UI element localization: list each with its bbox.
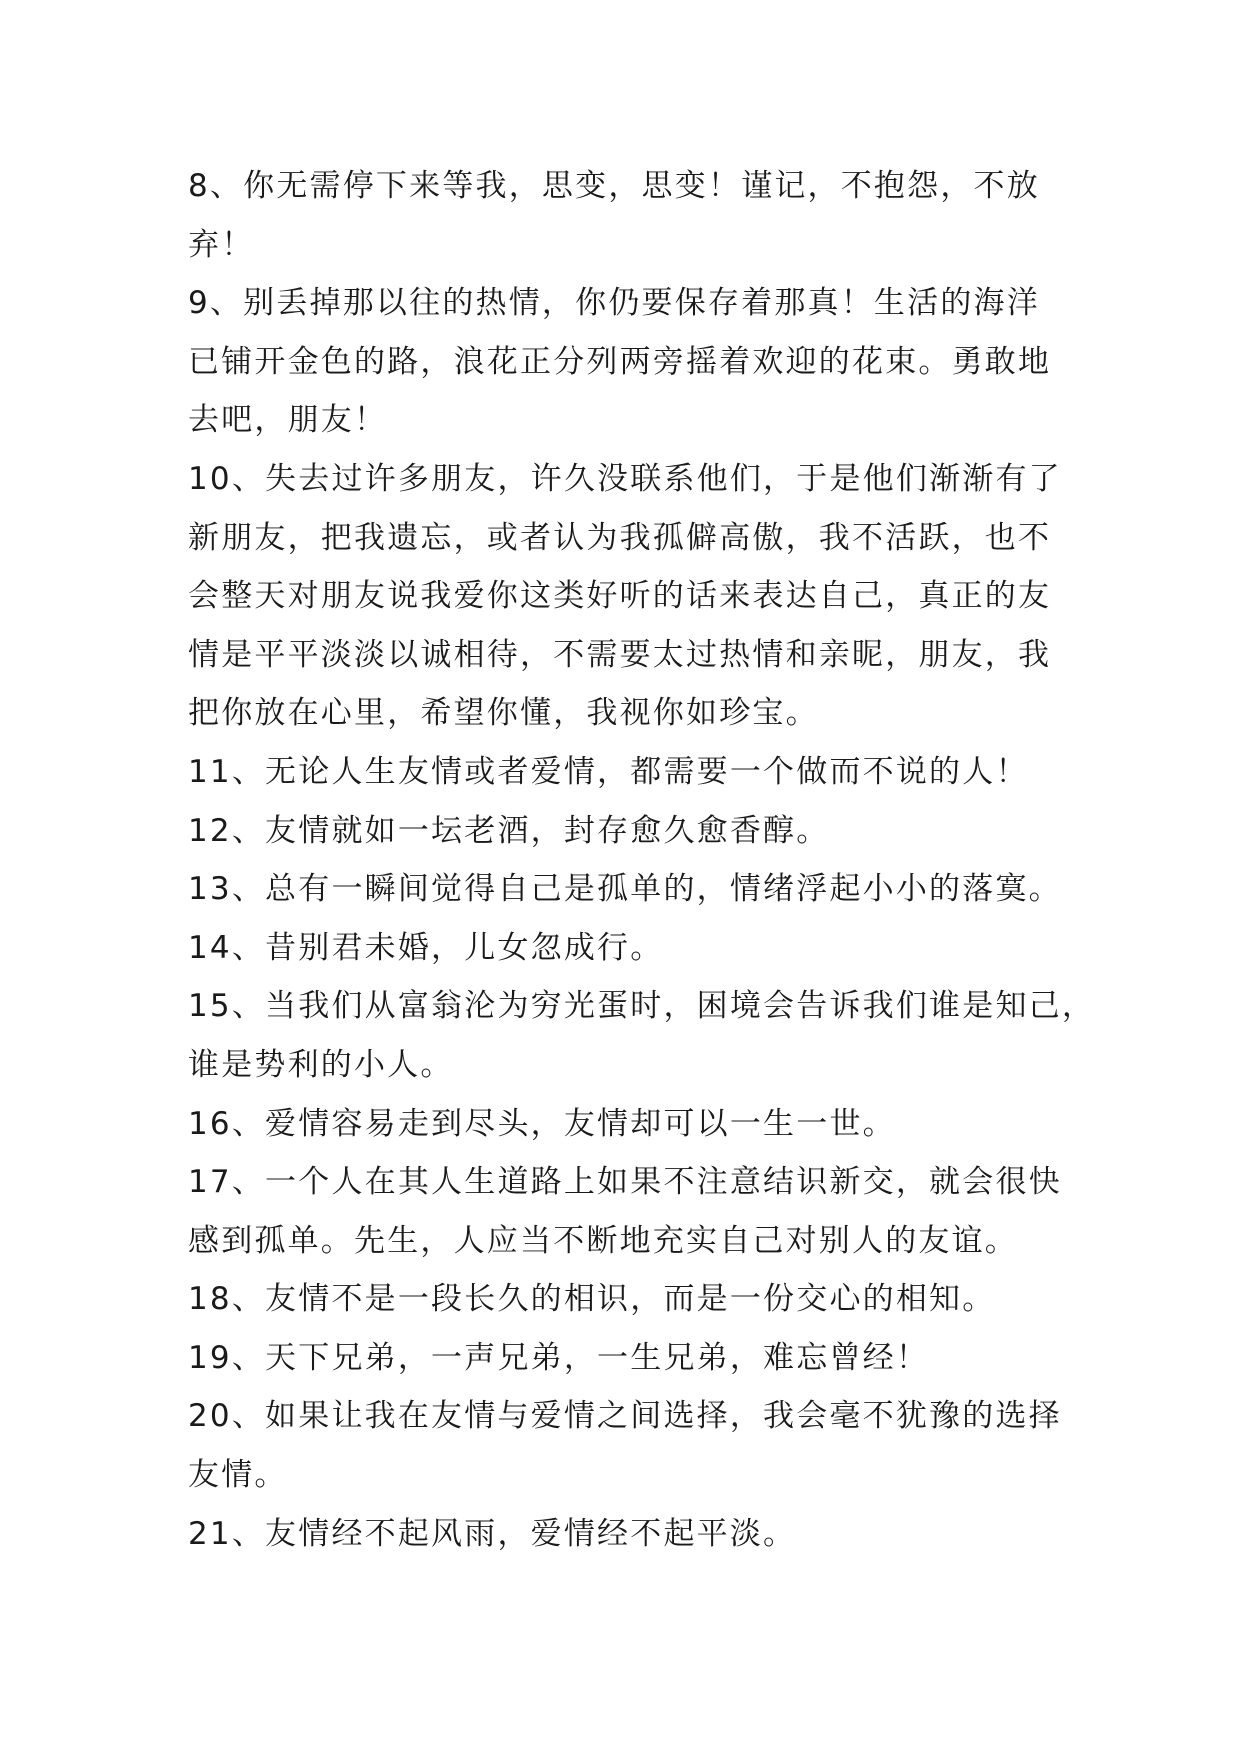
document-body [188,157,1096,1563]
list-item [188,743,1068,802]
list-item [188,1387,1068,1504]
text-line: 14、昔别君未婚，儿女忽成行。 [188,929,664,966]
text-line: 去吧，朋友！ [188,402,388,439]
list-item [188,450,1068,743]
text-line: 17、一个人在其人生道路上如果不注意结识新交，就会很快 [188,1164,1062,1201]
list-item [188,1505,1068,1564]
list-item [188,274,1068,450]
list-item [188,977,1096,1094]
text-line: 12、友情就如一坛老酒，封存愈久愈香醇。 [188,812,830,849]
list-item [188,1329,1068,1388]
list-item [188,1153,1068,1270]
text-line: 18、友情不是一段长久的相识，而是一份交心的相知。 [188,1281,996,1318]
text-line: 13、总有一瞬间觉得自己是孤单的，情绪浮起小小的落寞。 [188,871,1062,908]
text-line: 会整天对朋友说我爱你这类好听的话来表达自己，真正的友 [188,578,1052,615]
text-line: 11、无论人生友情或者爱情，都需要一个做而不说的人！ [188,753,1029,790]
text-line: 把你放在心里，希望你懂，我视你如珍宝。 [188,695,819,732]
text-line: 新朋友，把我遗忘，或者认为我孤僻高傲，我不活跃，也不 [188,519,1052,556]
text-line: 16、爱情容易走到尽头，友情却可以一生一世。 [188,1105,896,1142]
text-line: 友情。 [188,1457,288,1494]
list-item [188,802,1068,861]
text-line: 8、你无需停下来等我，思变，思变！谨记，不抱怨，不放 [188,168,1040,204]
text-line: 20、如果让我在友情与爱情之间选择，我会毫不犹豫的选择 [188,1398,1062,1435]
text-line: 已铺开金色的路，浪花正分列两旁摇着欢迎的花束。勇敢地 [188,343,1052,380]
text-line: 19、天下兄弟，一声兄弟，一生兄弟，难忘曾经！ [188,1339,930,1376]
text-line: 情是平平淡淡以诚相待，不需要太过热情和亲昵，朋友，我 [188,636,1052,673]
list-item [188,860,1068,919]
list-item [188,919,1068,978]
text-line: 弃！ [188,226,255,263]
list-item [188,157,1068,274]
text-line: 谁是势利的小人。 [188,1046,454,1083]
text-line: 21、友情经不起风雨，爱情经不起平淡。 [188,1515,797,1552]
text-line: 15、当我们从富翁沦为穷光蛋时，困境会告诉我们谁是知己， [188,988,1096,1025]
text-line: 感到孤单。先生，人应当不断地充实自己对别人的友谊。 [188,1222,1018,1259]
text-line: 10、失去过许多朋友，许久没联系他们，于是他们渐渐有了 [188,460,1062,497]
text-line: 9、别丢掉那以往的热情，你仍要保存着那真！生活的海洋 [188,285,1040,322]
list-item [188,1095,1068,1154]
list-item [188,1270,1068,1329]
